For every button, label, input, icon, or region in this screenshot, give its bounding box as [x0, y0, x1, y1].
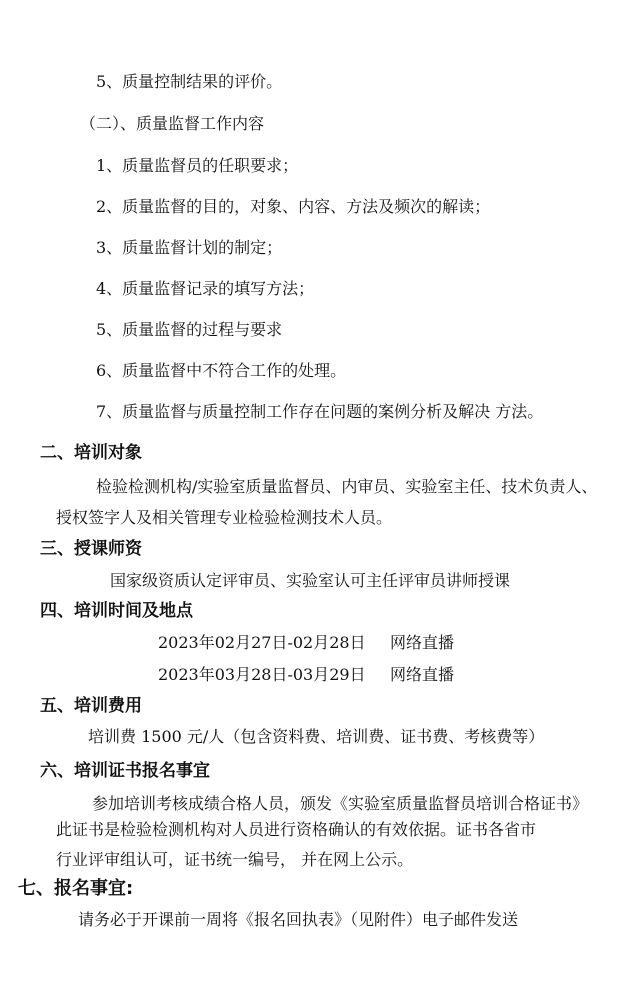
schedule-date-1: 2023年02月27日-02月28日 [158, 633, 366, 652]
registration-line: 请务必于开课前一周将《报名回执表》（见附件）电子邮件发送 [78, 910, 519, 929]
supervision-item-4: 4、质量监督记录的填写方法； [96, 279, 315, 298]
section-heading-trainees: 二、培训对象 [40, 443, 142, 463]
section-heading-fees: 五、培训费用 [40, 696, 142, 716]
schedule-place-2: 网络直播 [390, 665, 455, 684]
subsection-title: （二）、质量监督工作内容 [80, 114, 265, 133]
supervision-item-7: 7、质量监督与质量控制工作存在问题的案例分析及解决 方法。 [96, 402, 544, 421]
content-item-5-top: 5、质量控制结果的评价。 [96, 72, 283, 91]
supervision-item-2: 2、质量监督的目的，对象、内容、方法及频次的解读； [96, 197, 491, 216]
certificate-line-3: 行业评审组认可，证书统一编号， 并在网上公示。 [56, 850, 414, 869]
certificate-line-2: 此证书是检验检测机构对人员进行资格确认的有效依据。证书各省市 [56, 820, 537, 839]
section-heading-schedule: 四、培训时间及地点 [40, 601, 193, 621]
instructors-line: 国家级资质认定评审员、实验室认可主任评审员讲师授课 [110, 571, 511, 590]
section-heading-certificate: 六、培训证书报名事宜 [40, 761, 210, 781]
certificate-line-1: 参加培训考核成绩合格人员，颁发《实验室质量监督员培训合格证书》 [92, 794, 589, 813]
trainees-line-2: 授权签字人及相关管理专业检验检测技术人员。 [56, 508, 393, 527]
section-heading-instructors: 三、授课师资 [40, 539, 142, 559]
schedule-place-1: 网络直播 [390, 633, 455, 652]
supervision-item-1: 1、质量监督员的任职要求； [96, 156, 299, 175]
section-heading-registration: 七、报名事宜: [18, 878, 134, 899]
supervision-item-3: 3、质量监督计划的制定； [96, 238, 283, 257]
fees-line: 培训费 1500 元/人（包含资料费、培训费、证书费、考核费等） [88, 727, 545, 746]
trainees-line-1: 检验检测机构/实验室质量监督员、内审员、实验室主任、技术负责人、 [96, 477, 598, 496]
schedule-date-2: 2023年03月28日-03月29日 [158, 665, 366, 684]
supervision-item-5: 5、质量监督的过程与要求 [96, 320, 283, 339]
supervision-item-6: 6、质量监督中不符合工作的处理。 [96, 361, 347, 380]
